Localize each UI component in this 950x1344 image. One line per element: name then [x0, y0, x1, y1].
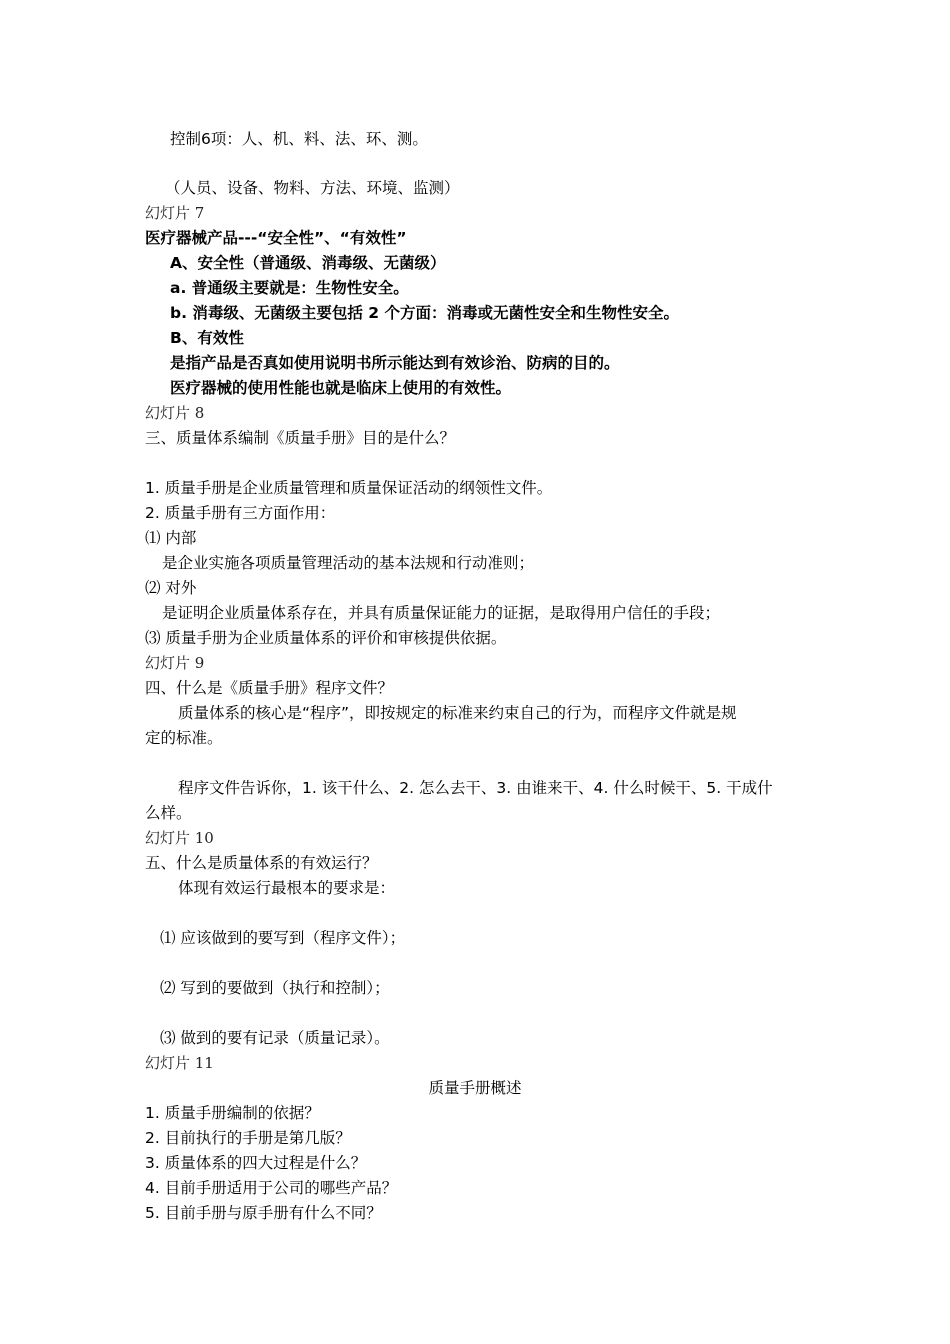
effectiveness-heading: B、有效性 — [170, 329, 244, 347]
safety-item-a: a. 普通级主要就是：生物性安全。 — [170, 279, 409, 297]
slide-label-8: 幻灯片 8 — [145, 404, 205, 422]
role-evaluation: ⑶ 质量手册为企业质量体系的评价和审核提供依据。 — [145, 629, 507, 647]
slide9-title: 四、什么是《质量手册》程序文件？ — [145, 679, 394, 697]
question-item: 2. 目前执行的手册是第几版？ — [145, 1129, 351, 1147]
question-item: 3. 质量体系的四大过程是什么？ — [145, 1154, 367, 1172]
role-internal-desc: 是企业实施各项质量管理活动的基本法规和行动准则； — [162, 554, 535, 572]
effectiveness-desc-2: 医疗器械的使用性能也就是临床上使用的有效性。 — [170, 379, 512, 397]
safety-item-b: b. 消毒级、无菌级主要包括 2 个方面：消毒或无菌性安全和生物性安全。 — [170, 304, 679, 322]
control-items-detail: （人员、设备、物料、方法、环境、监测） — [165, 179, 460, 197]
slide7-title: 医疗器械产品---“安全性”、“有效性” — [145, 229, 407, 247]
procedure-tells-line-2: 么样。 — [145, 804, 192, 822]
slide-label-10: 幻灯片 10 — [145, 829, 214, 847]
slide8-title: 三、质量体系编制《质量手册》目的是什么？ — [145, 429, 456, 447]
requirement-1: ⑴ 应该做到的要写到（程序文件）； — [160, 929, 406, 947]
control-items-line: 控制6项：人、机、料、法、环、测。 — [170, 130, 428, 148]
procedure-core-line-2: 定的标准。 — [145, 729, 223, 747]
safety-heading: A、安全性（普通级、消毒级、无菌级） — [170, 254, 446, 272]
slide10-title: 五、什么是质量体系的有效运行？ — [145, 854, 378, 872]
role-internal: ⑴ 内部 — [145, 529, 197, 547]
slide-label-9: 幻灯片 9 — [145, 654, 205, 672]
requirement-2: ⑵ 写到的要做到（执行和控制）； — [160, 979, 390, 997]
question-item: 1. 质量手册编制的依据？ — [145, 1104, 320, 1122]
effectiveness-desc-1: 是指产品是否真如使用说明书所示能达到有效诊治、防病的目的。 — [170, 354, 620, 372]
question-item: 5. 目前手册与原手册有什么不同？ — [145, 1204, 382, 1222]
role-external: ⑵ 对外 — [145, 579, 197, 597]
manual-point-1: 1. 质量手册是企业质量管理和质量保证活动的纲领性文件。 — [145, 479, 553, 497]
procedure-core-line-1: 质量体系的核心是“程序”，即按规定的标准来约束自己的行为，而程序文件就是规 — [178, 704, 737, 722]
slide-label-7: 幻灯片 7 — [145, 204, 205, 222]
role-external-desc: 是证明企业质量体系存在，并具有质量保证能力的证据，是取得用户信任的手段； — [162, 604, 721, 622]
slide-label-11: 幻灯片 11 — [145, 1054, 214, 1072]
procedure-tells-line-1: 程序文件告诉你，1. 该干什么、2. 怎么去干、3. 由谁来干、4. 什么时候干、5. 干成什 — [178, 779, 773, 797]
requirement-3: ⑶ 做到的要有记录（质量记录）。 — [160, 1029, 390, 1047]
effective-operation-intro: 体现有效运行最根本的要求是： — [178, 879, 396, 897]
manual-point-2: 2. 质量手册有三方面作用： — [145, 504, 336, 522]
manual-overview-heading: 质量手册概述 — [428, 1079, 522, 1097]
question-item: 4. 目前手册适用于公司的哪些产品？ — [145, 1179, 398, 1197]
